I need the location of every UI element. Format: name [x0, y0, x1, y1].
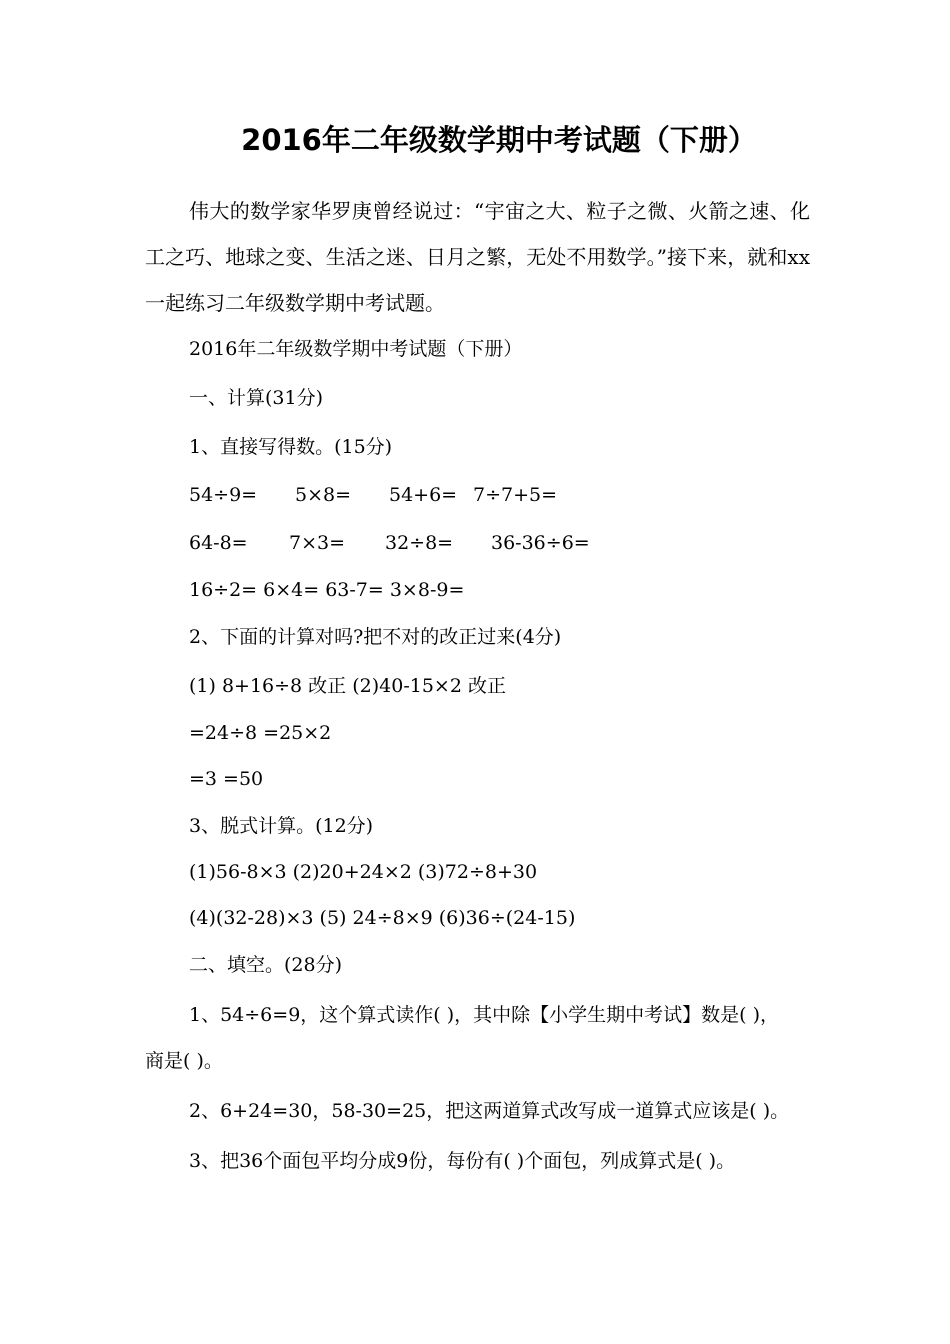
q1-row1-item: 54÷9= [189, 484, 258, 506]
q1-row3: 16÷2= 6×4= 63-7= 3×8-9= [189, 579, 465, 601]
s2-q2: 2、6+24=30，58-30=25，把这两道算式改写成一道算式应该是( )。 [189, 1100, 790, 1122]
section1-heading: 一、计算(31分) [189, 387, 324, 409]
q1-row1-item: 54+6= [389, 484, 458, 506]
q1-row2-item: 36-36÷6= [491, 532, 590, 554]
q1-row2-item: 32÷8= [385, 532, 454, 554]
document-title: 2016年二年级数学期中考试题（下册） [241, 123, 757, 157]
q2-line2: =24÷8 =25×2 [189, 722, 332, 744]
subtitle: 2016年二年级数学期中考试题（下册） [189, 338, 523, 360]
q1-row1 [189, 480, 557, 510]
q3-line2: (4)(32-28)×3 (5) 24÷8×9 (6)36÷(24-15) [189, 907, 576, 929]
q2-line1: (1) 8+16÷8 改正 (2)40-15×2 改正 [189, 675, 506, 697]
s2-q3: 3、把36个面包平均分成9份，每份有( )个面包，列成算式是( )。 [189, 1150, 736, 1172]
intro-paragraph: 伟大的数学家华罗庚曾经说过：“宇宙之大、粒子之微、火箭之速、化工之巧、地球之变、生活之迷、日月之繁，无处不用数学。”接下来，就和xx一起练习二年级数学期中考试题。 [145, 199, 810, 315]
q1-row2-item: 64-8= [189, 532, 248, 554]
q1-row2 [189, 528, 590, 558]
q3-heading: 3、脱式计算。(12分) [189, 815, 374, 837]
q1-row2-item: 7×3= [289, 532, 346, 554]
s2-q1-line2: 商是( )。 [145, 1050, 223, 1072]
q2-line3: =3 =50 [189, 768, 264, 790]
q3-line1: (1)56-8×3 (2)20+24×2 (3)72÷8+30 [189, 861, 538, 883]
q1-row1-item: 5×8= [295, 484, 352, 506]
s2-q1-line1: 1、54÷6=9，这个算式读作( )，其中除【小学生期中考试】数是( )， [189, 1004, 780, 1026]
section2-heading: 二、填空。(28分) [189, 954, 343, 976]
q2-heading: 2、下面的计算对吗?把不对的改正过来(4分) [189, 626, 562, 648]
q1-row1-item: 7÷7+5= [473, 484, 558, 506]
q1-heading: 1、直接写得数。(15分) [189, 436, 393, 458]
